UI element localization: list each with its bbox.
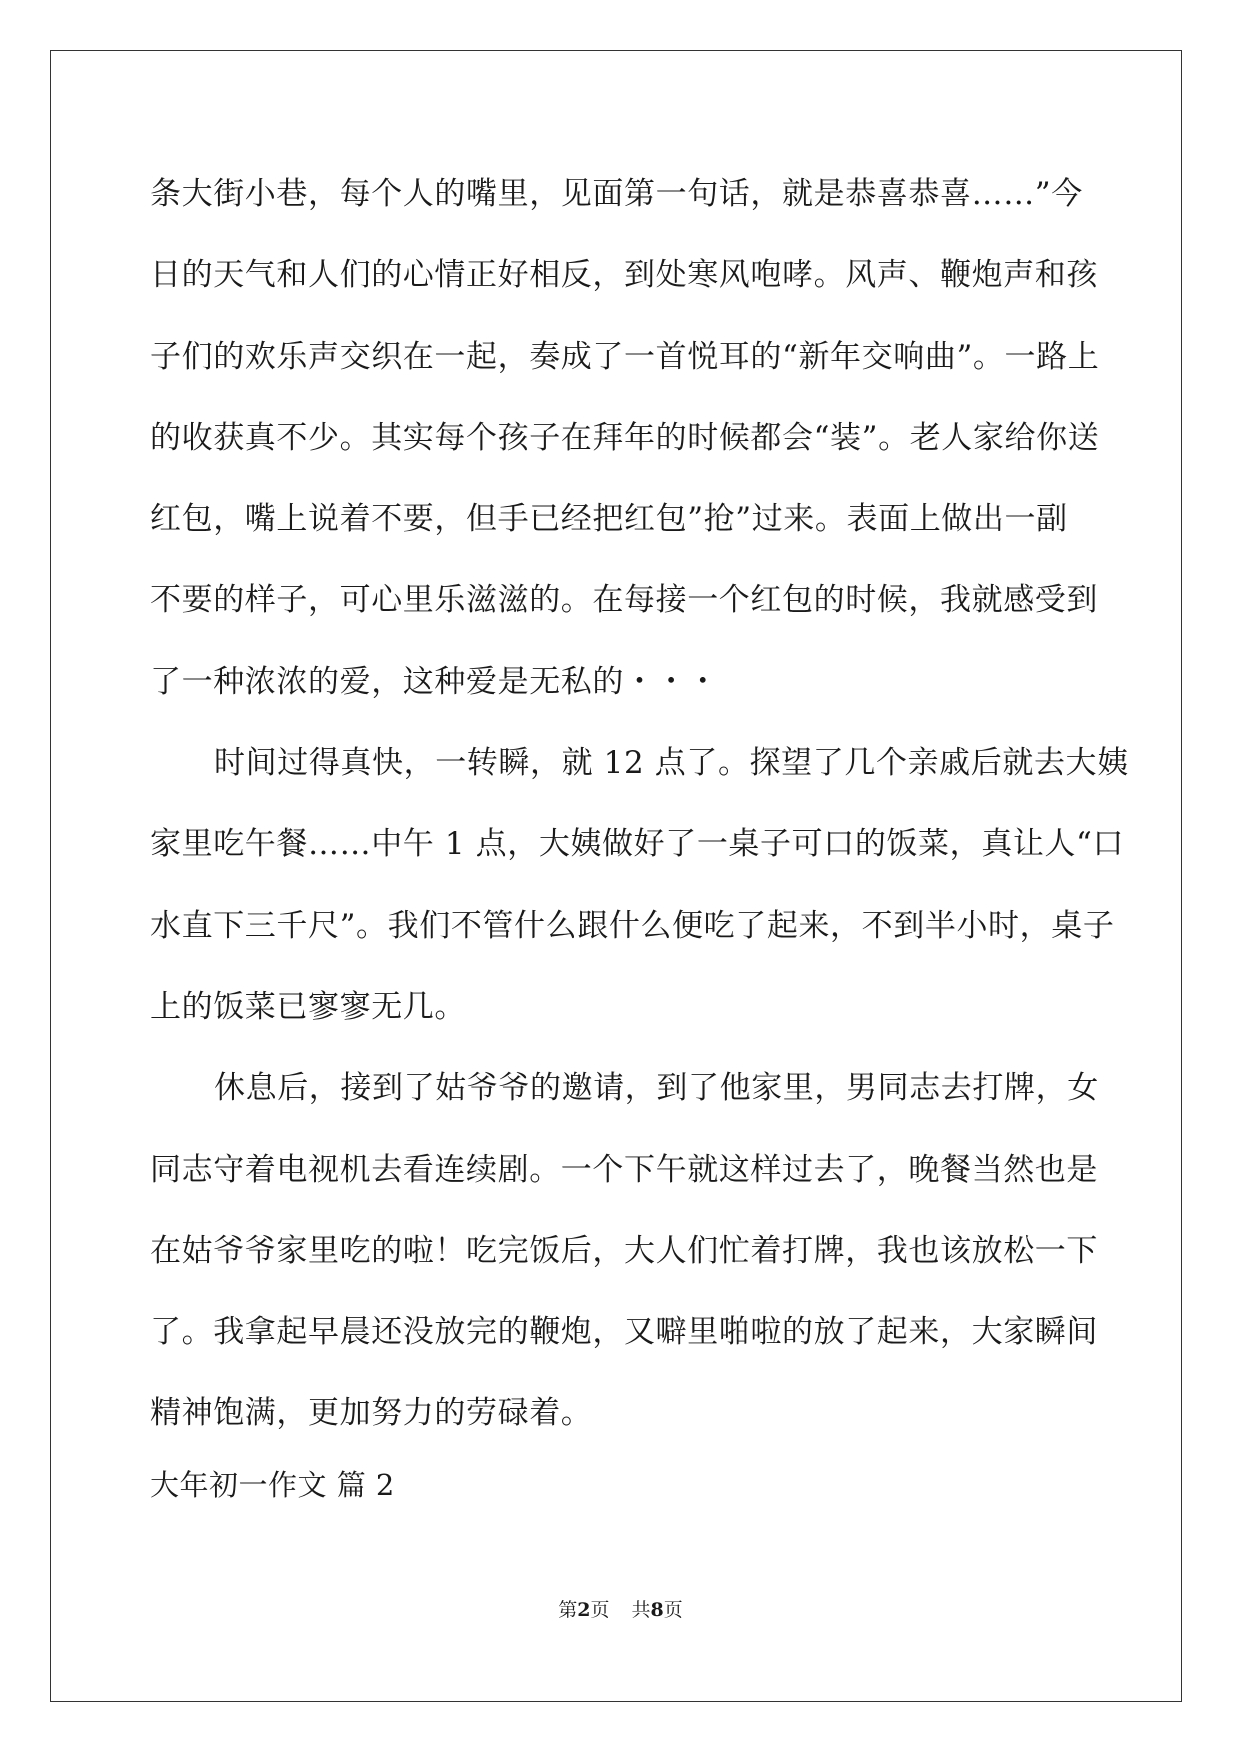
text-line: 不要的样子，可心里乐滋滋的。在每接一个红包的时候，我就感受到	[150, 582, 1098, 619]
text-line: 水直下三千尺”。我们不管什么跟什么便吃了起来，不到半小时，桌子	[150, 907, 1115, 944]
paragraph	[150, 723, 1129, 1048]
document-body	[150, 154, 1129, 1455]
text-line: 精神饱满，更加努力的劳碌着。	[150, 1395, 593, 1432]
current-page-number: 2	[577, 1599, 591, 1621]
text-line: 子们的欢乐声交织在一起，奏成了一首悦耳的“新年交响曲”。一路上	[150, 338, 1100, 375]
text-line: 日的天气和人们的心情正好相反，到处寒风咆哮。风声、鞭炮声和孩	[150, 257, 1098, 294]
text-line: 家里吃午餐……中午 1 点，大姨做好了一桌子可口的饭菜，真让人“口	[150, 826, 1125, 863]
text-line: 时间过得真快，一转瞬，就 12 点了。探望了几个亲戚后就去大姨	[214, 745, 1129, 782]
text-line: 的收获真不少。其实每个孩子在拜年的时候都会“装”。老人家给你送	[150, 419, 1100, 456]
total-pages-number: 8	[650, 1599, 664, 1621]
text-line: 上的饭菜已寥寥无几。	[150, 988, 466, 1025]
text-line: 在姑爷爷家里吃的啦！吃完饭后，大人们忙着打牌，我也该放松一下	[150, 1232, 1098, 1269]
text-line: 了。我拿起早晨还没放完的鞭炮，又噼里啪啦的放了起来，大家瞬间	[150, 1314, 1098, 1351]
text-line: 休息后，接到了姑爷爷的邀请，到了他家里，男同志去打牌，女	[214, 1070, 1099, 1107]
text-line: 红包，嘴上说着不要，但手已经把红包”抢”过来。表面上做出一副	[150, 501, 1068, 538]
page-prefix: 第	[558, 1599, 578, 1621]
page-suffix: 页	[590, 1599, 610, 1621]
text-line: 了一种浓浓的爱，这种爱是无私的・・・	[150, 663, 719, 700]
page-footer	[0, 1597, 1241, 1623]
paragraph	[150, 1048, 1099, 1454]
text-line: 同志守着电视机去看连续剧。一个下午就这样过去了，晚餐当然也是	[150, 1151, 1098, 1188]
section-heading: 大年初一作文 篇 2	[150, 1468, 395, 1502]
text-line: 条大街小巷，每个人的嘴里，见面第一句话，就是恭喜恭喜……”今	[150, 176, 1083, 212]
paragraph	[150, 154, 1100, 723]
total-prefix: 共	[631, 1599, 651, 1621]
total-suffix: 页	[663, 1599, 683, 1621]
